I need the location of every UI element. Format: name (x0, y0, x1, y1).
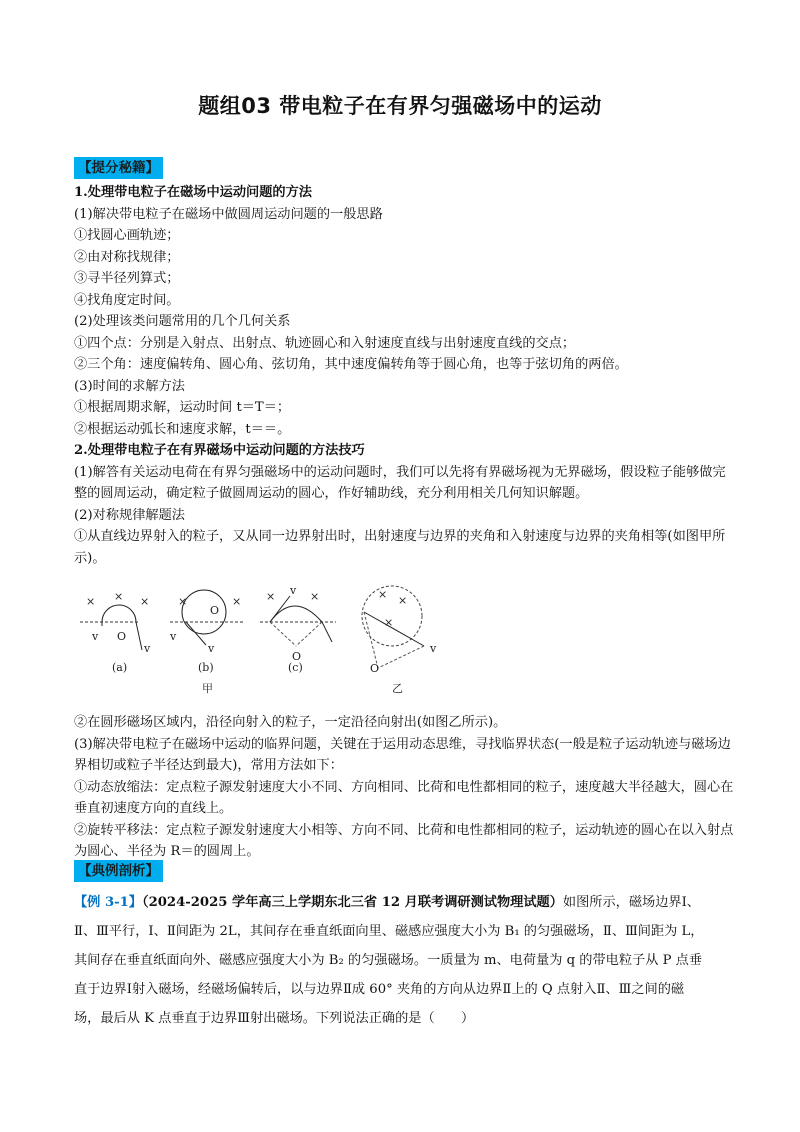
page-title: 题组03 带电粒子在有界匀强磁场中的运动 (198, 94, 602, 118)
panel-a (80, 590, 151, 674)
panel-c (260, 584, 336, 674)
text-line: ②由对称找规律； (74, 249, 180, 265)
x-mark: × (86, 595, 96, 608)
critical-methods (74, 712, 734, 863)
method-list (74, 182, 734, 569)
paragraph: ①从直线边界射入的粒子，又从同一边界射出时，出射速度与边界的夹角和入射速度与边界的夹角相等(如图甲所示)。 (74, 529, 726, 566)
paragraph: (1)解答有关运动电荷在有界匀强磁场中的运动问题时，我们可以先将有界磁场视为无界磁场，假设粒子能够做完整的圆周运动，确定粒子做圆周运动的圆心，作好辅助线，充分利用相关几何知识解题。 (74, 464, 726, 501)
example-line: 其间存在垂直纸面向外、磁感应强度大小为 B₂ 的匀强磁场。一质量为 m、电荷量为 q 的带电粒子从 P 点垂 (74, 953, 703, 968)
x-mark: × (384, 616, 394, 629)
v-label: v (290, 584, 297, 597)
o-label: O (370, 662, 380, 675)
x-mark: × (232, 595, 242, 608)
text-line: ④找角度定时间。 (74, 292, 180, 308)
o-label: O (117, 630, 127, 643)
heading-1: 1.处理带电粒子在磁场中运动问题的方法 (74, 185, 312, 200)
text-line: ①找圆心画轨迹； (74, 228, 180, 243)
example-3-1 (74, 888, 734, 1033)
text-line: (2)处理该类问题常用的几个几何关系 (74, 314, 291, 329)
text-line: ②根据运动弧长和速度求解，t＝＝。 (74, 421, 291, 437)
group-label-yi: 乙 (392, 682, 403, 695)
x-mark: × (378, 588, 388, 601)
text-line: ①根据周期求解，运动时间 t＝T＝； (74, 400, 291, 415)
paragraph: ②旋转平移法：定点粒子源发射速度大小相等、方向不同、比荷和电性都相同的粒子，运动轨迹的圆心在以入射点为圆心、半径为 R＝的圆周上。 (74, 822, 734, 859)
x-mark: × (140, 595, 150, 608)
v-label: v (170, 630, 177, 643)
text-line: (3)时间的求解方法 (74, 378, 185, 394)
v-label: v (92, 630, 99, 643)
section-tag-tips: 【提分秘籍】 (74, 157, 163, 179)
paragraph: ①动态放缩法：定点粒子源发射速度大小不同、方向相同、比荷和电性都相同的粒子，速度越大半径越大，圆心在垂直初速度方向的直线上。 (74, 779, 734, 816)
text-line: ②在圆形磁场区域内，沿径向射入的粒子，一定沿径向射出(如图乙所示)。 (74, 715, 507, 730)
x-mark: × (178, 595, 188, 608)
text-line: ②三个角：速度偏转角、圆心角、弦切角，其中速度偏转角等于圆心角，也等于弦切角的两倍。 (74, 357, 628, 372)
x-mark: × (114, 590, 124, 603)
text-line: ①四个点：分别是入射点、出射点、轨迹圆心和入射速度直线与出射速度直线的交点； (74, 335, 576, 351)
o-label: O (292, 650, 302, 663)
text-line: (1)解决带电粒子在磁场中做圆周运动问题的一般思路 (74, 206, 383, 222)
text-line: (2)对称规律解题法 (74, 507, 185, 523)
text-line: ③寻半径列算式； (74, 271, 180, 286)
example-line: Ⅱ、Ⅲ平行，Ⅰ、Ⅱ间距为 2L，其间存在垂直纸面向里、磁感应强度大小为 B₁ 的匀强磁场，Ⅱ、Ⅲ间距为 L， (74, 924, 704, 939)
group-label-jia: 甲 (202, 682, 213, 695)
section-tag-examples: 【典例剖析】 (74, 860, 163, 882)
sub-label-b: (b) (198, 661, 214, 674)
v-label: v (144, 642, 151, 655)
example-source: （2024-2025 学年高三上学期东北三省 12 月联考调研测试物理试题） (141, 895, 563, 910)
v-label: v (430, 642, 437, 655)
example-text: 如图所示，磁场边界Ⅰ、 (562, 895, 700, 910)
paragraph: (3)解决带电粒子在磁场中运动的临界问题，关键在于运用动态思维，寻找临界状态(一般是粒子运动轨迹与磁场边界相切或粒子半径达到最大)，常用方法如下： (74, 736, 731, 773)
x-mark: × (310, 590, 320, 603)
sub-label-a: (a) (112, 661, 128, 674)
x-mark: × (266, 590, 276, 603)
heading-2: 2.处理带电粒子在有界磁场中运动问题的方法技巧 (74, 443, 365, 458)
x-mark: × (398, 594, 408, 607)
panel-yi (362, 586, 437, 695)
o-label: O (210, 604, 220, 617)
sub-label-c: (c) (288, 661, 303, 674)
example-line: 场，最后从 K 点垂直于边界Ⅲ射出磁场。下列说法正确的是（ ） (74, 1011, 475, 1026)
panel-b (169, 590, 244, 695)
example-line: 直于边界Ⅰ射入磁场，经磁场偏转后，以与边界Ⅱ成 60° 夹角的方向从边界Ⅱ上的 Q 点射入Ⅱ、Ⅲ之间的磁 (74, 982, 685, 997)
v-label: v (208, 642, 215, 655)
example-label: 【例 3-1】 (74, 895, 142, 910)
trajectory-figure (74, 580, 444, 702)
